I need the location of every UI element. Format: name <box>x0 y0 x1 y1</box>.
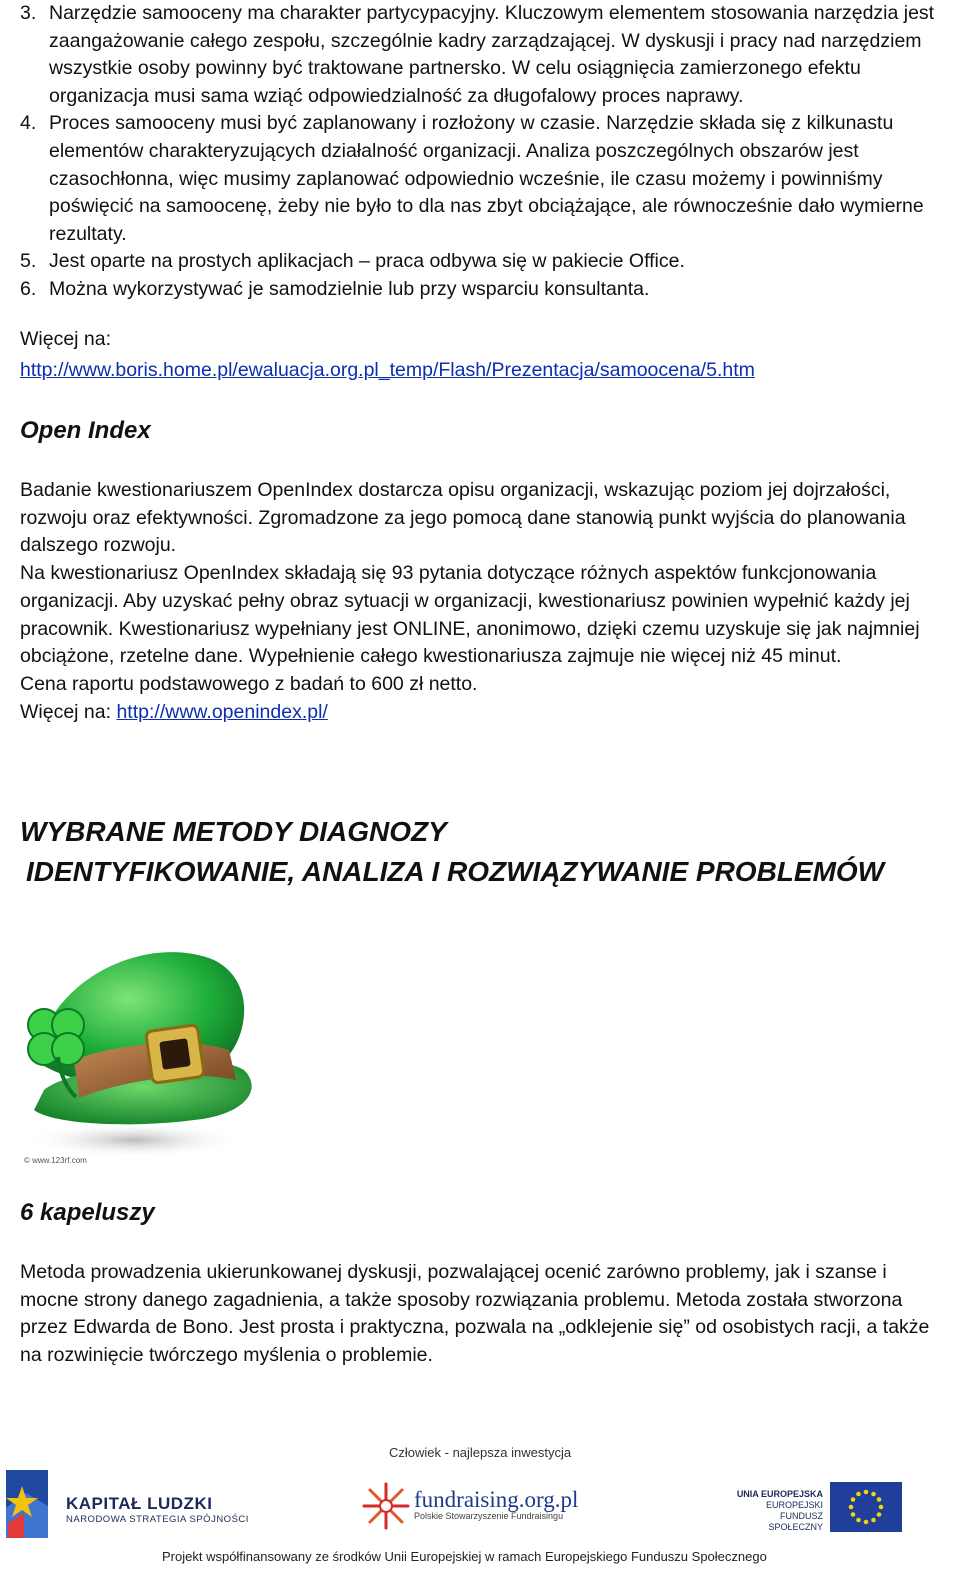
more-info-label: Więcej na: <box>20 700 117 723</box>
eu-star <box>877 1497 882 1502</box>
footer-cofinance-note: Projekt współfinansowany ze środków Unii Europejskiej w ramach Europejskiego Funduszu Społecznego <box>162 1549 767 1564</box>
paragraph: Cena raportu podstawowego z badań to 600 zł netto. <box>20 672 478 695</box>
image-credit: © www.123rf.com <box>24 1156 87 1165</box>
eu-star <box>851 1497 856 1502</box>
fundraising-logo <box>414 1487 578 1521</box>
list-item <box>20 276 950 304</box>
paragraph: Badanie kwestionariuszem OpenIndex dostarcza opisu organizacji, wskazując poziom jej dojrzałości, rozwoju oraz efektywności. Zgromadzone za jego pomocą dane stanowią punkt wyjścia do planowania dalszego rozwoju. <box>20 479 906 557</box>
numbered-list <box>20 0 950 304</box>
fundraising-name: fundraising.org.pl <box>414 1487 579 1512</box>
list-text: Narzędzie samooceny ma charakter partycypacyjny. Kluczowym elementem stosowania narzędzia jest zaangażowanie całego zespołu, szczególnie kadry zarządzającej. W dyskusji i pracy nad narzędziem wszystkie osoby powinny być traktowane partnersko. W celu osiągnięcia zamierzonego efektu organizacja musi sama wziąć odpowiedzialność za długofalowy proces naprawy. <box>49 2 935 107</box>
more-info-label: Więcej na: <box>20 328 112 350</box>
six-hats-heading: 6 kapeluszy <box>20 1199 155 1226</box>
eu-star <box>864 1520 869 1525</box>
fundraising-star-icon <box>362 1482 410 1530</box>
paragraph: Metoda prowadzenia ukierunkowanej dyskusji, pozwalającej ocenić zarówno problemy, jak i szanse i mocne strony danego zagadnienia, a także sposoby rozwiązania problemu. Metoda została stworzona przez Edwarda de Bono. Jest prosta i praktyczna, pozwala na „odklejenie się” od osobistych racji, a także na rozwinięcie twórczego myślenia o problemie. <box>20 1261 930 1367</box>
open-index-body <box>20 477 945 726</box>
section-subtitle: IDENTYFIKOWANIE, ANALIZA I ROZWIĄZYWANIE PROBLEMÓW <box>26 856 885 887</box>
openindex-link[interactable]: http://www.openindex.pl/ <box>116 700 328 723</box>
kl-subtitle: NARODOWA STRATEGIA SPÓJNOŚCI <box>66 1514 249 1525</box>
eu-line: UNIA EUROPEJSKA <box>736 1489 823 1499</box>
list-item <box>20 0 950 110</box>
list-item <box>20 110 950 248</box>
paragraph: Na kwestionariusz OpenIndex składają się 93 pytania dotyczące różnych aspektów funkcjonowania organizacji. Aby uzyskać pełny obraz sytuacji w organizacji, kwestionariusz powinien wypełnić każdy jej pracownik. Kwestionariusz wypełniany jest ONLINE, anonimowo, dzięki czemu uzyskuje się jak najmniej obciążone, rzetelne dane. Wypełnienie całego kwestionariusza zajmuje nie więcej niż 45 minut. <box>20 562 920 668</box>
eu-star <box>877 1512 882 1517</box>
eu-star <box>879 1505 884 1510</box>
list-number: 4. <box>20 112 37 135</box>
list-number: 3. <box>20 2 37 24</box>
eu-star <box>851 1512 856 1517</box>
eu-star <box>849 1505 854 1510</box>
samoocena-link-wrapper <box>20 359 755 382</box>
list-text: Można wykorzystywać je samodzielnie lub przy wsparciu konsultanta. <box>49 277 650 300</box>
eu-star <box>856 1518 861 1523</box>
open-index-heading: Open Index <box>20 417 151 444</box>
eu-star <box>864 1490 869 1495</box>
eu-star <box>871 1518 876 1523</box>
eu-text <box>727 1489 823 1533</box>
eu-star <box>871 1492 876 1497</box>
list-number: 5. <box>20 250 37 273</box>
samoocena-link[interactable]: http://www.boris.home.pl/ewaluacja.org.pl_temp/Flash/Prezentacja/samoocena/5.htm <box>20 359 755 381</box>
eu-line: EUROPEJSKI <box>765 1500 823 1510</box>
kl-name: KAPITAŁ LUDZKI <box>66 1494 213 1513</box>
section-title: WYBRANE METODY DIAGNOZY <box>20 816 447 847</box>
fundraising-subtitle: Polskie Stowarzyszenie Fundraisingu <box>414 1511 564 1521</box>
eu-star <box>856 1492 861 1497</box>
eu-flag-icon <box>830 1482 902 1532</box>
list-text: Proces samooceny musi być zaplanowany i rozłożony w czasie. Narzędzie składa się z kilkunastu elementów charakteryzujących działalność organizacji. Analiza poszczególnych obszarów jest czasochłonna, więc musimy zaplanować odpowiednio wcześnie, ile czasu możemy i powinniśmy poświęcić na samoocenę, żeby nie było to dla nas zbyt obciążające, ale równocześnie dało wymierne rezultaty. <box>49 112 924 245</box>
six-hats-body <box>20 1259 945 1370</box>
list-item <box>20 248 950 276</box>
kapital-ludzki-logo-icon <box>4 1468 50 1540</box>
list-text: Jest oparte na prostych aplikacjach – praca odbywa się w pakiecie Office. <box>49 250 685 273</box>
kapital-ludzki-logo <box>66 1494 249 1525</box>
more-info-line <box>20 699 945 727</box>
green-hat-image <box>14 940 264 1170</box>
list-number: 6. <box>20 277 37 300</box>
footer-slogan: Człowiek - najlepsza inwestycja <box>389 1445 572 1460</box>
eu-line: FUNDUSZ SPOŁECZNY <box>768 1511 823 1532</box>
